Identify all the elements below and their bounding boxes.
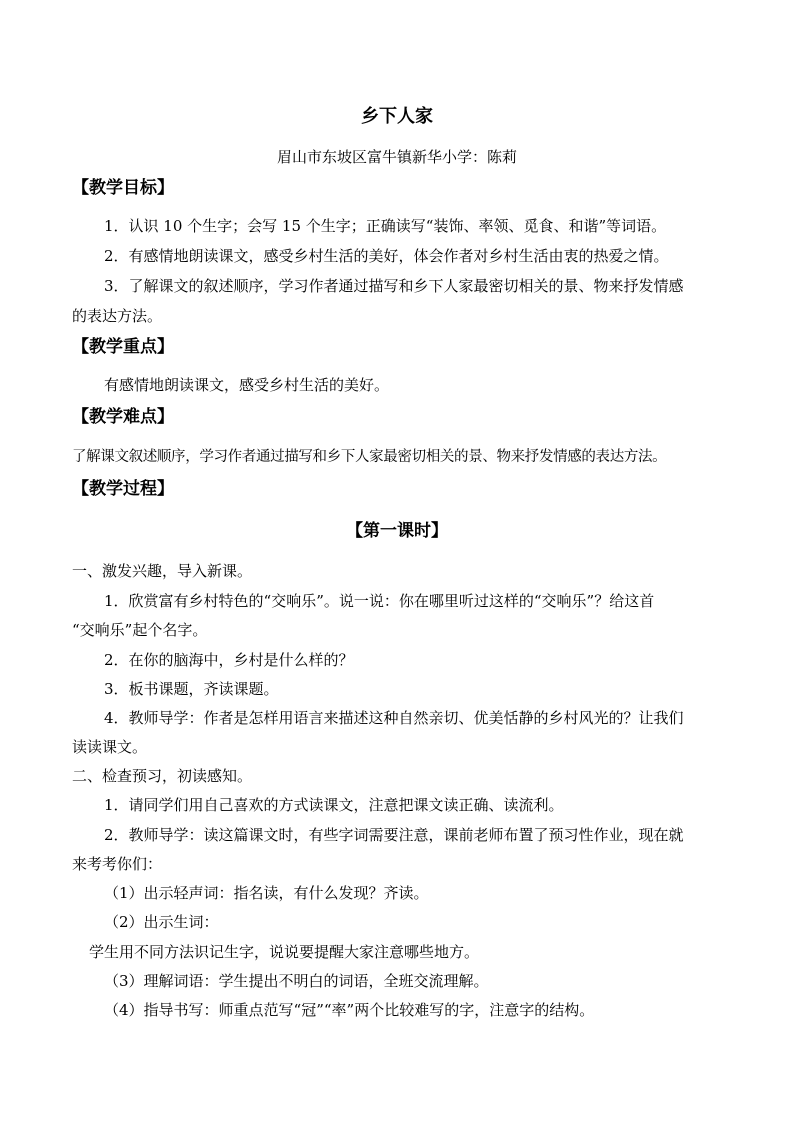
process-subitem: （4）指导书写：师重点范写“冠”“率”两个比较难写的字，注意字的结构。 bbox=[104, 1001, 595, 1019]
section-heading-goals: 【教学目标】 bbox=[72, 178, 174, 198]
goal-item-continuation: 的表达方法。 bbox=[72, 307, 163, 325]
process-item: 3．板书课题，齐读课题。 bbox=[104, 680, 279, 698]
section-heading-process: 【教学过程】 bbox=[72, 479, 174, 499]
goal-item: 2．有感情地朗读课文，感受乡村生活的美好，体会作者对乡村生活由衷的热爱之情。 bbox=[104, 247, 669, 265]
goal-item: 1．认识 10 个生字；会写 15 个生字；正确读写“装饰、率领、觅食、和谐”等词语。 bbox=[104, 217, 667, 235]
process-item: 1．请同学们用自己喜欢的方式读课文，注意把课文读正确、读流利。 bbox=[104, 796, 564, 814]
process-subitem-text: 学生用不同方法识记生字，说说要提醒大家注意哪些地方。 bbox=[89, 943, 480, 961]
process-subitem: （1）出示轻声词：指名读，有什么发现？齐读。 bbox=[104, 884, 429, 902]
author-line: 眉山市东坡区富牛镇新华小学：陈莉 bbox=[276, 148, 517, 166]
difficulty-text: 了解课文叙述顺序，学习作者通过描写和乡下人家最密切相关的景、物来抒发情感的表达方法。 bbox=[72, 449, 667, 465]
section-heading-difficulty: 【教学难点】 bbox=[72, 407, 174, 427]
process-step-heading: 一、激发兴趣，导入新课。 bbox=[72, 562, 253, 580]
section-heading-key: 【教学重点】 bbox=[72, 337, 174, 357]
key-point-text: 有感情地朗读课文，感受乡村生活的美好。 bbox=[104, 376, 390, 394]
process-subitem: （2）出示生词： bbox=[104, 913, 219, 931]
process-subitem: （3）理解词语：学生提出不明白的词语，全班交流理解。 bbox=[104, 972, 489, 990]
process-item: 2．在你的脑海中，乡村是什么样的？ bbox=[104, 651, 354, 669]
goal-item: 3．了解课文的叙述顺序，学习作者通过描写和乡下人家最密切相关的景、物来抒发情感 bbox=[104, 277, 684, 295]
document-title: 乡下人家 bbox=[361, 106, 433, 127]
lesson-title: 【第一课时】 bbox=[346, 521, 448, 541]
process-item-continuation: “交响乐”起个名字。 bbox=[72, 621, 208, 639]
process-item-continuation: 读读课文。 bbox=[72, 738, 148, 756]
process-item: 4．教师导学：作者是怎样用语言来描述这种自然亲切、优美恬静的乡村风光的？让我们 bbox=[104, 709, 684, 727]
process-step-heading: 二、检查预习，初读感知。 bbox=[72, 767, 253, 785]
process-item: 2．教师导学：读这篇课文时，有些字词需要注意，课前老师布置了预习性作业，现在就 bbox=[104, 826, 684, 844]
process-item-continuation: 来考考你们： bbox=[72, 855, 163, 873]
process-item: 1．欣赏富有乡村特色的“交响乐”。说一说：你在哪里听过这样的“交响乐”？给这首 bbox=[104, 592, 655, 610]
